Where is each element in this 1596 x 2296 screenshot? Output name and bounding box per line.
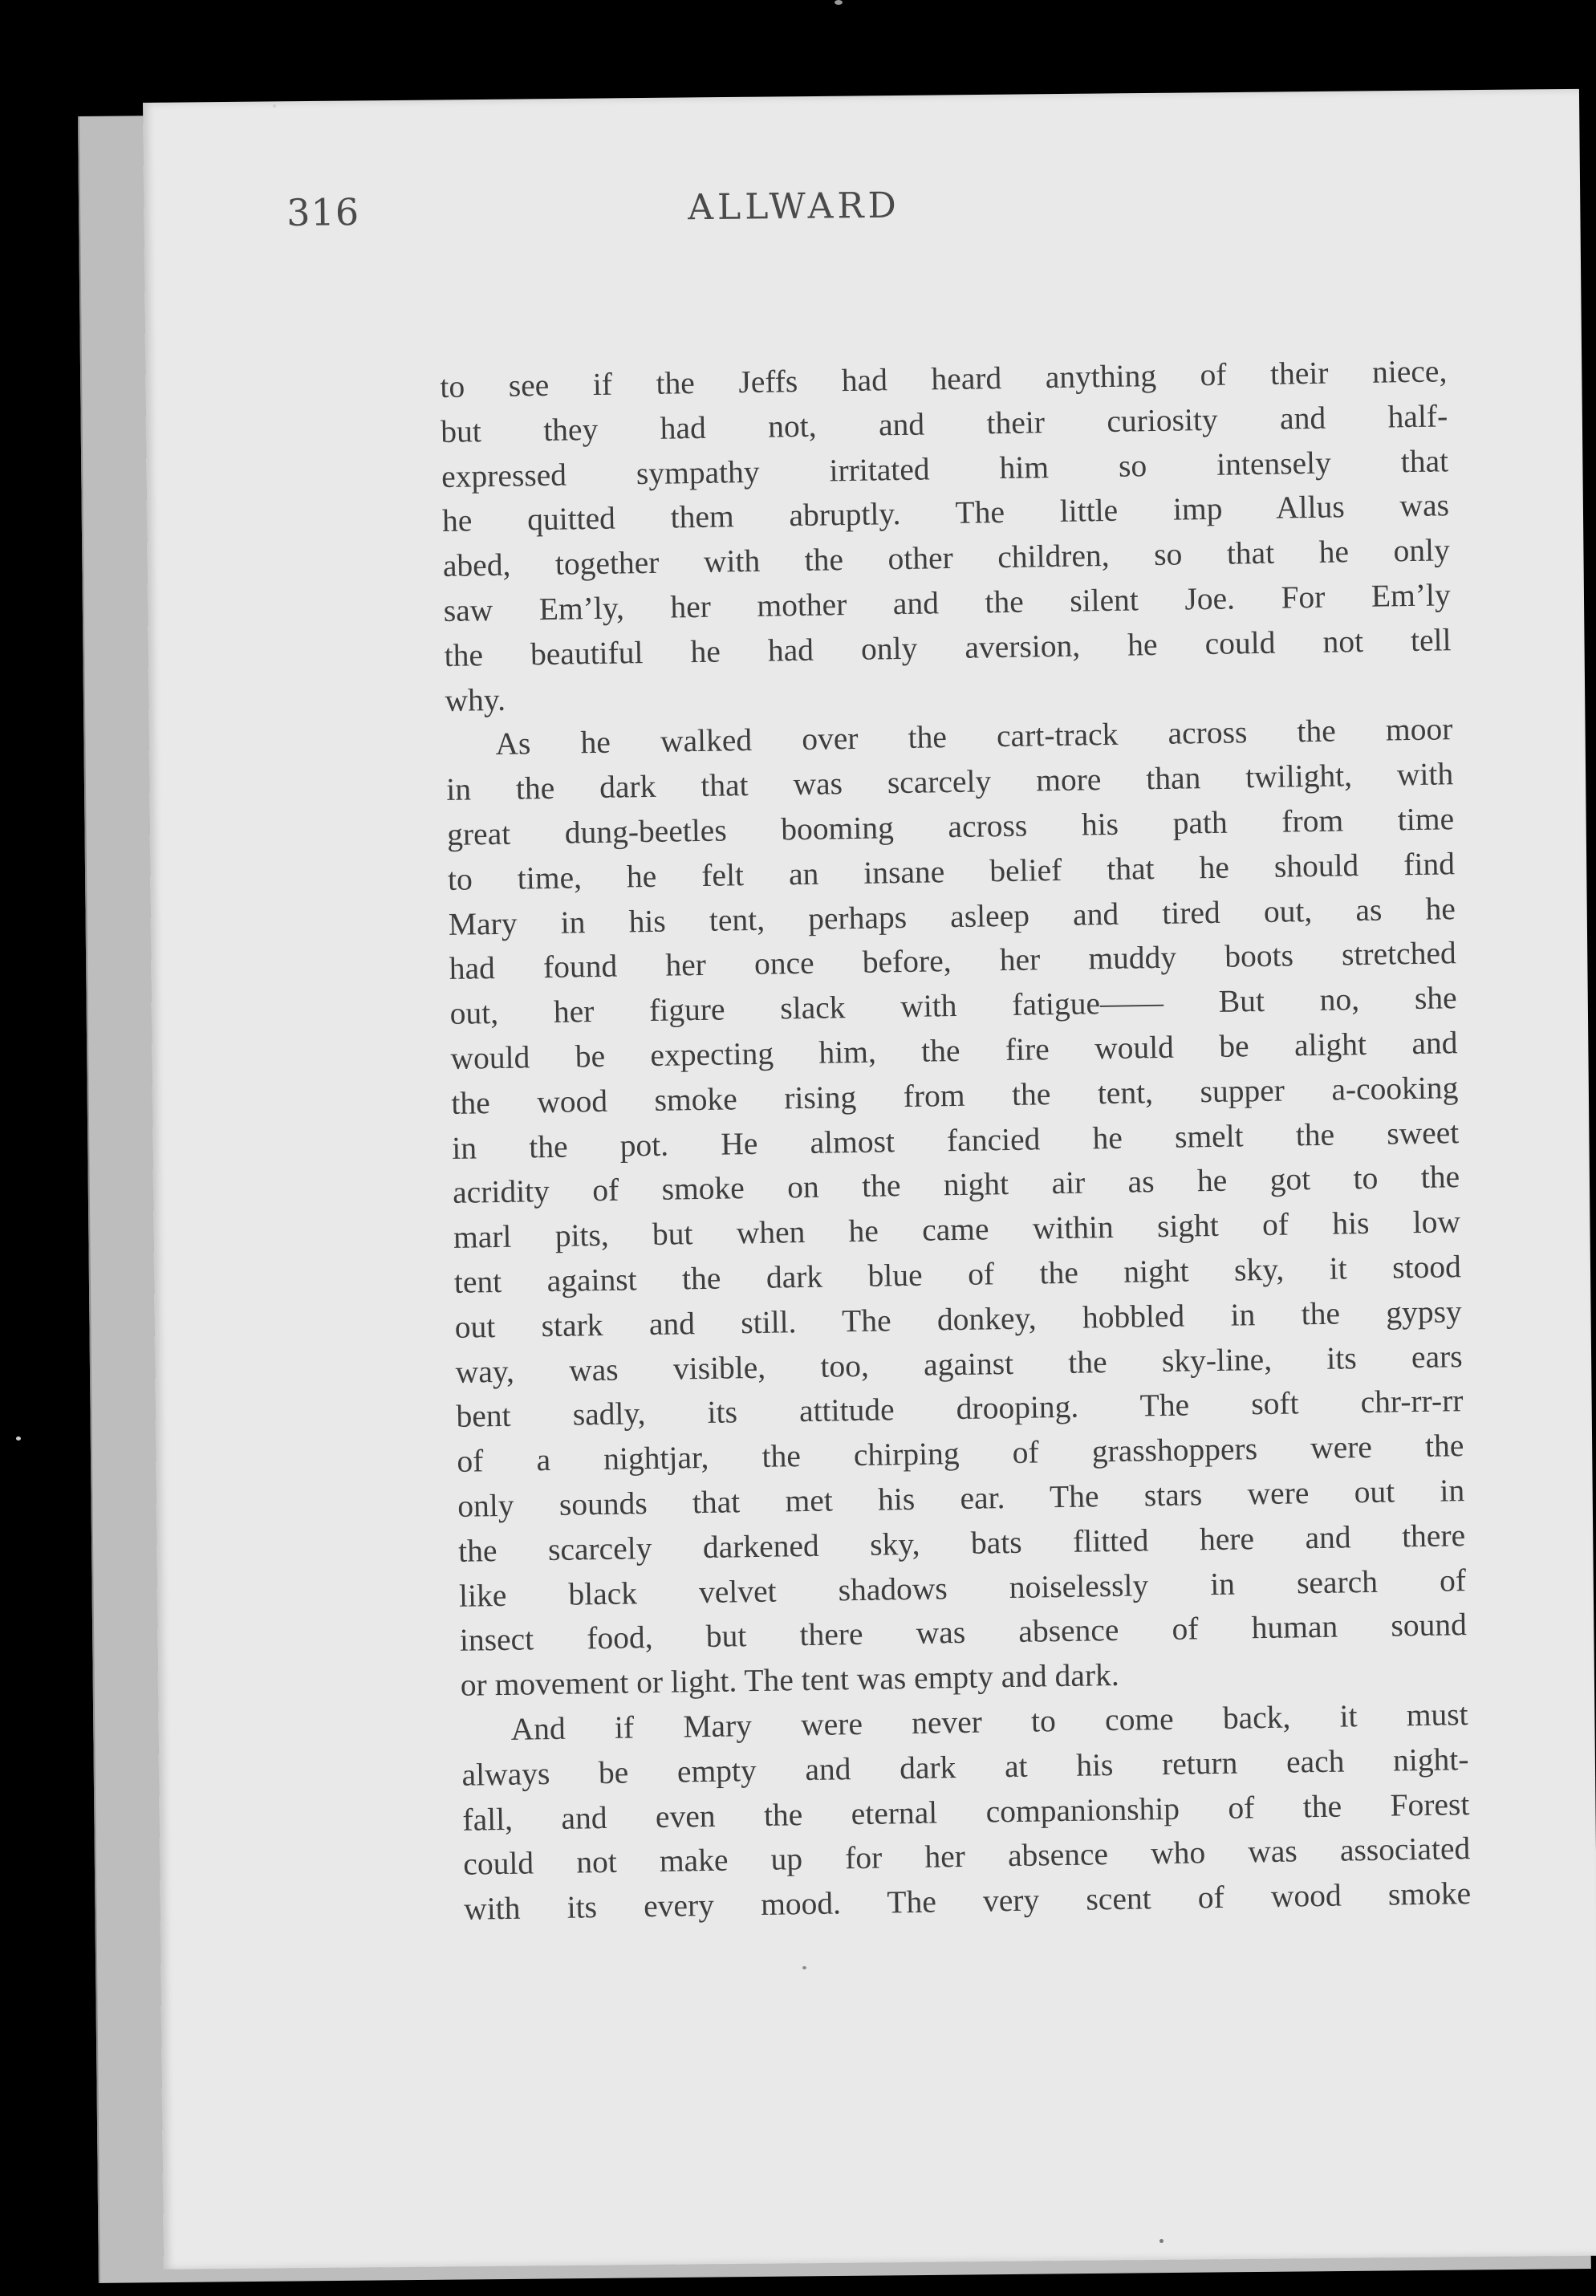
text-line: the beautiful he had only aversion, he could not tell bbox=[444, 622, 1452, 673]
text-line: acridity of smoke on the night air as he got to the bbox=[452, 1159, 1460, 1211]
page-number: 316 bbox=[286, 190, 360, 234]
text-line: to time, he felt an insane belief that he should find bbox=[447, 845, 1456, 897]
text-line: way, was visible, too, against the sky-line, its ears bbox=[455, 1338, 1463, 1390]
text-line: of a nightjar, the chirping of grasshoppers were the bbox=[457, 1428, 1464, 1479]
dust-speck bbox=[1159, 2239, 1163, 2243]
text-line: marl pits, but when he came within sight of his low bbox=[453, 1204, 1461, 1256]
text-line: out stark and still. The donkey, hobbled in the gypsy bbox=[454, 1293, 1463, 1345]
text-line: As he walked over the cart-track across the moor bbox=[495, 711, 1453, 762]
text-line: he quitted them abruptly. The little imp Allus was bbox=[441, 487, 1450, 539]
text-line: great dung-beetles booming across his path from time bbox=[446, 801, 1455, 852]
text-line: always be empty and dark at his return each night- bbox=[461, 1741, 1469, 1793]
page-edge-line bbox=[78, 116, 100, 2283]
text-line: why. bbox=[445, 681, 506, 718]
text-line: abed, together with the other children, so that he only bbox=[442, 532, 1451, 584]
text-line: tent against the dark blue of the night sky, it stood bbox=[453, 1249, 1462, 1300]
text-line: insect food, but there was absence of human sound bbox=[459, 1607, 1468, 1659]
dust-speck bbox=[802, 1966, 806, 1969]
text-line: the scarcely darkened sky, bats flitted here and there bbox=[457, 1517, 1466, 1569]
page-header bbox=[286, 180, 1427, 279]
text-line: could not make up for her absence who was associated bbox=[463, 1831, 1471, 1883]
text-line: bent sadly, its attitude drooping. The soft chr-rr-rr bbox=[456, 1383, 1464, 1435]
text-line: would be expecting him, the fire would be alight and bbox=[450, 1025, 1458, 1076]
text-line: like black velvet shadows noiselessly in search of bbox=[458, 1562, 1467, 1614]
text-line: to see if the Jeffs had heard anything of their niece, bbox=[440, 353, 1448, 404]
text-line: the wood smoke rising from the tent, supper a-cooking bbox=[451, 1069, 1459, 1121]
text-line: out, her figure slack with fatigue—— But no, she bbox=[449, 980, 1457, 1032]
text-line: saw Em’ly, her mother and the silent Joe. For Em’ly bbox=[443, 577, 1451, 628]
dust-speck bbox=[273, 104, 276, 108]
text-line: with its every mood. The very scent of wood smoke bbox=[463, 1875, 1472, 1927]
text-line: or movement or light. The tent was empty and dark. bbox=[460, 1657, 1119, 1703]
text-line: in the pot. He almost fancied he smelt the sweet bbox=[451, 1114, 1460, 1166]
running-head: ALLWARD bbox=[687, 185, 901, 229]
text-line: but they had not, and their curiosity and half- bbox=[440, 398, 1448, 449]
text-line: And if Mary were never to come back, it must bbox=[510, 1696, 1468, 1747]
text-line: only sounds that met his ear. The stars were out in bbox=[457, 1473, 1465, 1524]
text-line: Mary in his tent, perhaps asleep and tired out, as he bbox=[448, 890, 1456, 942]
dust-speck bbox=[16, 1437, 21, 1441]
text-line: fall, and even the eternal companionship of the Forest bbox=[462, 1786, 1470, 1838]
text-line: in the dark that was scarcely more than twilight, with bbox=[445, 756, 1454, 808]
dust-speck bbox=[835, 0, 843, 5]
body-text bbox=[440, 349, 1472, 1932]
text-line: had found her once before, her muddy boots stretched bbox=[449, 935, 1457, 987]
text-line: expressed sympathy irritated him so intensely that bbox=[441, 442, 1449, 494]
